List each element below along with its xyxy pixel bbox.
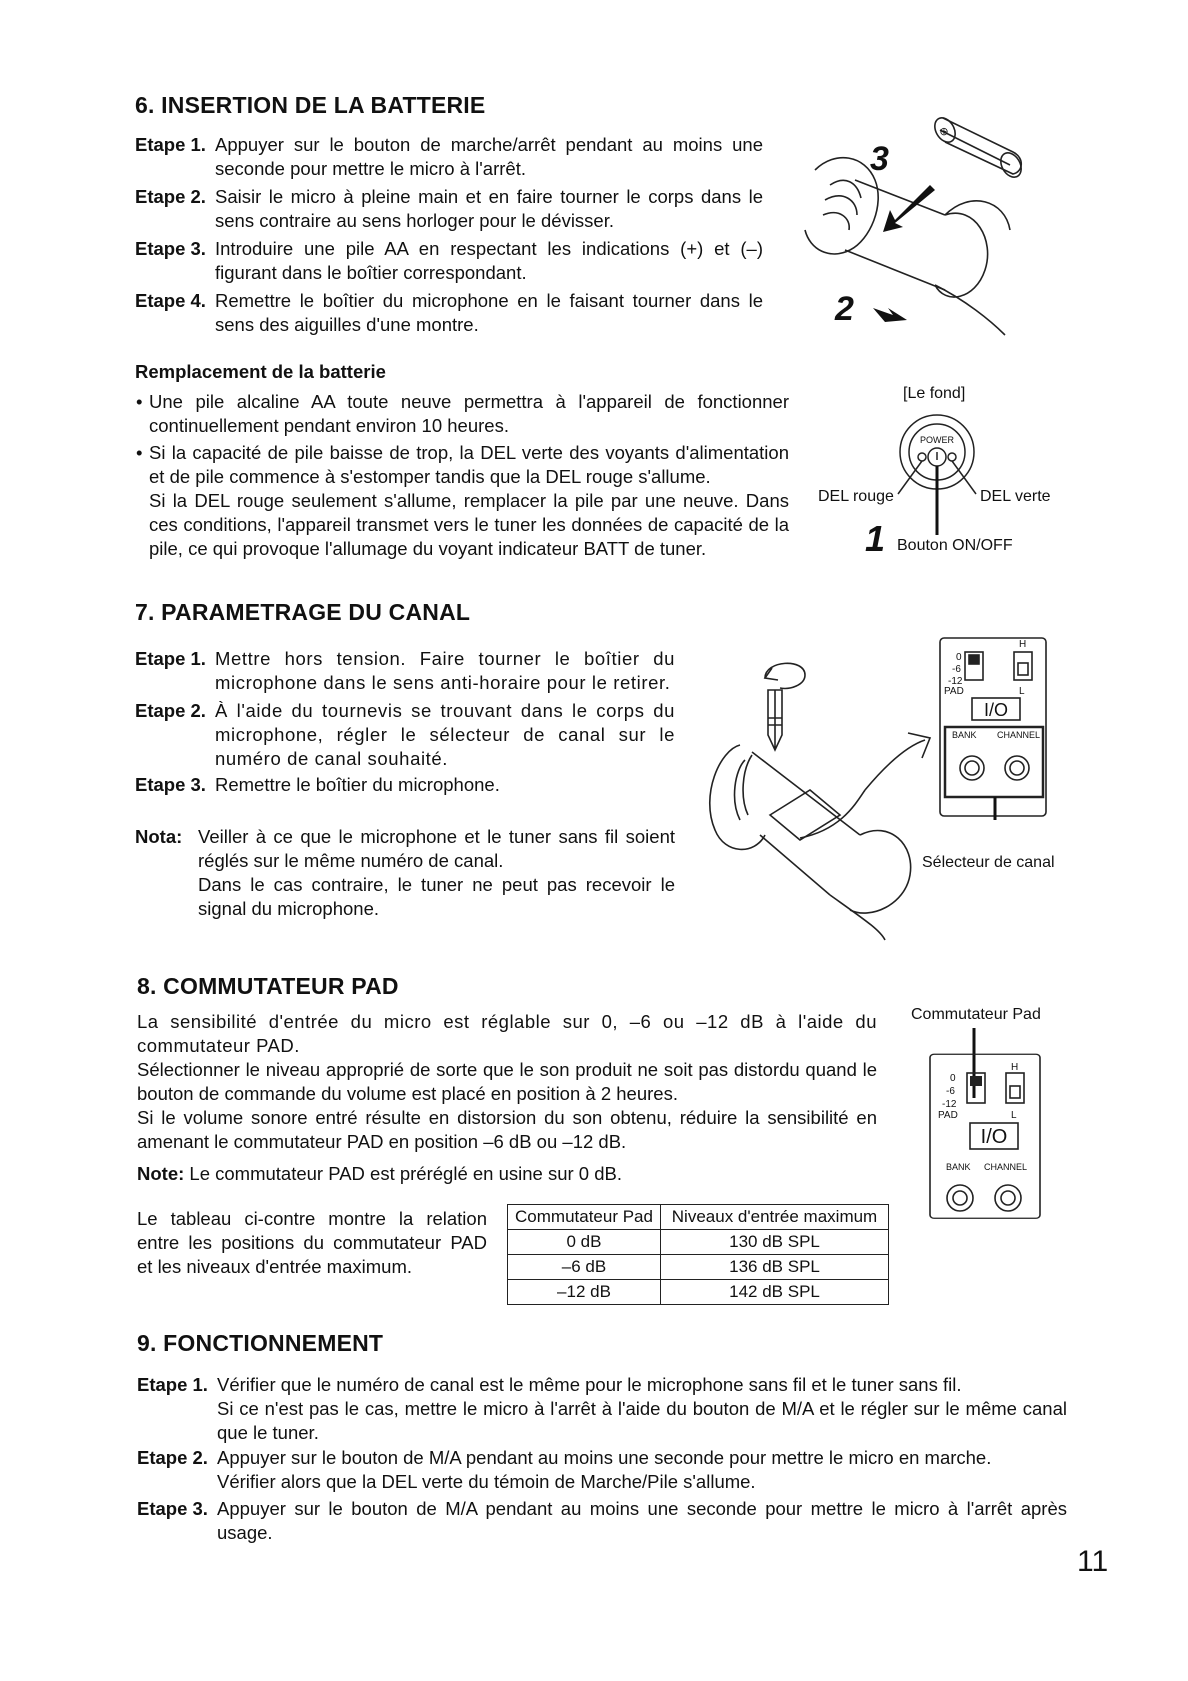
battery-insertion-figure (795, 110, 1055, 340)
section-6-title: 6. INSERTION DE LA BATTERIE (135, 92, 486, 118)
table-row (508, 1280, 889, 1305)
step-text: Remettre le boîtier du microphone en le faisant tourner dans le sens des aiguilles d'une montre. (215, 290, 763, 335)
step-line: Vérifier que le numéro de canal est le même pour le microphone sans fil et le tuner sans fil. (217, 1374, 962, 1395)
l-label: L (1019, 686, 1025, 697)
s7-step-2 (135, 699, 675, 771)
io-label: I/O (980, 1126, 1008, 1148)
bullet-continuation: Si la DEL rouge seulement s'allume, remplacer la pile par une neuve. Dans ces conditions, l'appareil transmet vers le tuner les données de capacité de la pile, ce qui provoque l'allumage du voyant indicateur BATT de tuner. (149, 490, 789, 559)
l-label: L (1011, 1110, 1017, 1121)
s6-bullet-2 (136, 441, 789, 561)
step-label: Etape 2. (135, 186, 206, 207)
table-cell: 130 dB SPL (661, 1230, 889, 1255)
note-text (198, 825, 675, 921)
step-label: Etape 3. (135, 238, 206, 259)
pad-0: 0 (950, 1073, 956, 1084)
step-text (217, 1373, 1067, 1445)
note-label: Nota: (135, 826, 183, 847)
step-label: Etape 2. (137, 1447, 208, 1468)
led-red-label: DEL rouge (818, 488, 894, 505)
pad-switch-caption: Commutateur Pad (911, 1006, 1041, 1023)
step-text: Introduire une pile AA en respectant les indications (+) et (–) figurant dans le boîtier correspondant. (215, 238, 763, 283)
bullet-dot: • (136, 442, 143, 463)
figure-number-3: 3 (870, 140, 889, 178)
section-9-title: 9. FONCTIONNEMENT (137, 1330, 384, 1356)
power-led-figure (880, 410, 1000, 540)
s7-step-3 (135, 773, 675, 797)
pad-switch-figure (928, 1028, 1044, 1228)
pad-label: PAD (938, 1110, 958, 1121)
battery-replacement-subtitle: Remplacement de la batterie (135, 361, 386, 382)
step-label: Etape 1. (135, 134, 206, 155)
step-text (217, 1497, 1067, 1545)
led-green-label: DEL verte (980, 488, 1051, 505)
channel-selector-figure (690, 630, 1050, 940)
step-label: Etape 3. (135, 774, 206, 795)
step-line: Appuyer sur le bouton de M/A pendant au moins une seconde pour mettre le micro à l'arrêt après usage. (217, 1498, 1067, 1543)
step-line: Vérifier alors que la DEL verte du témoin de Marche/Pile s'allume. (217, 1471, 756, 1492)
s8-paragraph: Si le volume sonore entré résulte en distorsion du son obtenu, réduire la sensibilité en amenant le commutateur PAD en position –6 dB ou –12 dB. (137, 1107, 877, 1152)
pad-0: 0 (956, 652, 962, 663)
section-7-title: 7. PARAMETRAGE DU CANAL (135, 599, 471, 625)
step-label: Etape 1. (135, 648, 206, 669)
s6-step-3 (135, 237, 763, 285)
table-cell: –12 dB (508, 1280, 661, 1305)
h-label: H (1019, 639, 1027, 650)
on-off-button-label: Bouton ON/OFF (897, 537, 1013, 554)
s7-note (135, 825, 675, 921)
power-label: POWER (919, 435, 955, 445)
table-header: Commutateur Pad (508, 1205, 661, 1230)
bullet-dot: • (136, 391, 143, 412)
note-text: Le commutateur PAD est préréglé en usine sur 0 dB. (189, 1163, 622, 1184)
note-line: Veiller à ce que le microphone et le tuner sans fil soient réglés sur le même numéro de canal. (198, 826, 675, 871)
figure-number-2: 2 (835, 290, 854, 328)
table-header-row (508, 1205, 889, 1230)
step-line: Si ce n'est pas le cas, mettre le micro à l'arrêt à l'aide du bouton de M/A et le régler sur le même canal que le tuner. (217, 1398, 1067, 1443)
table-row (508, 1255, 889, 1280)
s8-body (137, 1010, 877, 1186)
note-line: Dans le cas contraire, le tuner ne peut pas recevoir le signal du microphone. (198, 874, 675, 919)
channel-label: CHANNEL (984, 1162, 1028, 1172)
s8-note (137, 1162, 877, 1186)
pad-minus-12: -12 (942, 1099, 957, 1110)
s6-step-2 (135, 185, 763, 233)
pad-level-table (507, 1204, 889, 1305)
bank-label: BANK (952, 730, 977, 740)
s6-step-4 (135, 289, 763, 337)
s9-step-1 (137, 1373, 1067, 1445)
h-label: H (1011, 1062, 1019, 1073)
step-line: Appuyer sur le bouton de M/A pendant au moins une seconde pour mettre le micro en marche. (217, 1447, 992, 1468)
io-label: I/O (983, 700, 1009, 720)
figure-number-1: 1 (865, 518, 886, 559)
step-text: Remettre le boîtier du microphone. (215, 774, 500, 795)
bullet-text: Une pile alcaline AA toute neuve permettra à l'appareil de fonctionner continuellement pendant environ 10 heures. (149, 391, 789, 436)
plus-symbol: ⊕ (939, 125, 949, 138)
step-label: Etape 1. (137, 1374, 208, 1395)
step-text: Appuyer sur le bouton de marche/arrêt pendant au moins une seconde pour mettre le micro à l'arrêt. (215, 134, 763, 179)
table-cell: 142 dB SPL (661, 1280, 889, 1305)
s6-step-1 (135, 133, 763, 181)
s7-step-1 (135, 647, 675, 695)
s6-bullet-1 (136, 390, 789, 438)
pad-minus-6: -6 (952, 664, 961, 675)
step-label: Etape 2. (135, 700, 206, 721)
pad-minus-6: -6 (946, 1086, 955, 1097)
bottom-view-caption: [Le fond] (903, 385, 966, 402)
step-text: Saisir le micro à pleine main et en faire tourner le corps dans le sens contraire au sens horloger pour le dévisser. (215, 186, 763, 231)
step-label: Etape 4. (135, 290, 206, 311)
bank-label: BANK (946, 1162, 971, 1172)
section-8-title: 8. COMMUTATEUR PAD (137, 973, 399, 999)
channel-selector-caption: Sélecteur de canal (922, 854, 1055, 871)
channel-label: CHANNEL (997, 730, 1041, 740)
step-label: Etape 3. (137, 1498, 208, 1519)
s8-paragraph: La sensibilité d'entrée du micro est réglable sur 0, –6 ou –12 dB à l'aide du commutateur PAD. (137, 1011, 877, 1056)
table-cell: 136 dB SPL (661, 1255, 889, 1280)
page-number: 11 (1077, 1545, 1109, 1578)
table-row (508, 1230, 889, 1255)
pad-label: PAD (944, 686, 964, 697)
pad-minus-12: -12 (948, 676, 963, 687)
bullet-text: Si la capacité de pile baisse de trop, la DEL verte des voyants d'alimentation et de pile commence à s'estomper tandis que la DEL rouge s'allume. (149, 442, 789, 487)
table-intro: Le tableau ci-contre montre la relation entre les positions du commutateur PAD et les niveaux d'entrée maximum. (137, 1208, 487, 1277)
note-label: Note: (137, 1163, 185, 1184)
s9-step-3 (137, 1497, 1067, 1545)
table-cell: 0 dB (508, 1230, 661, 1255)
table-cell: –6 dB (508, 1255, 661, 1280)
s8-paragraph: Sélectionner le niveau approprié de sorte que le son produit ne soit pas distordu quand le bouton de commande du volume est placé en position à 2 heures. (137, 1059, 877, 1104)
s9-step-2 (137, 1446, 1067, 1494)
table-header: Niveaux d'entrée maximum (661, 1205, 889, 1230)
step-text (217, 1446, 1067, 1494)
step-text: À l'aide du tournevis se trouvant dans le corps du microphone, régler le sélecteur de canal sur le numéro de canal souhaité. (215, 700, 675, 769)
step-text: Mettre hors tension. Faire tourner le boîtier du microphone dans le sens anti-horaire pour le retirer. (215, 648, 675, 693)
